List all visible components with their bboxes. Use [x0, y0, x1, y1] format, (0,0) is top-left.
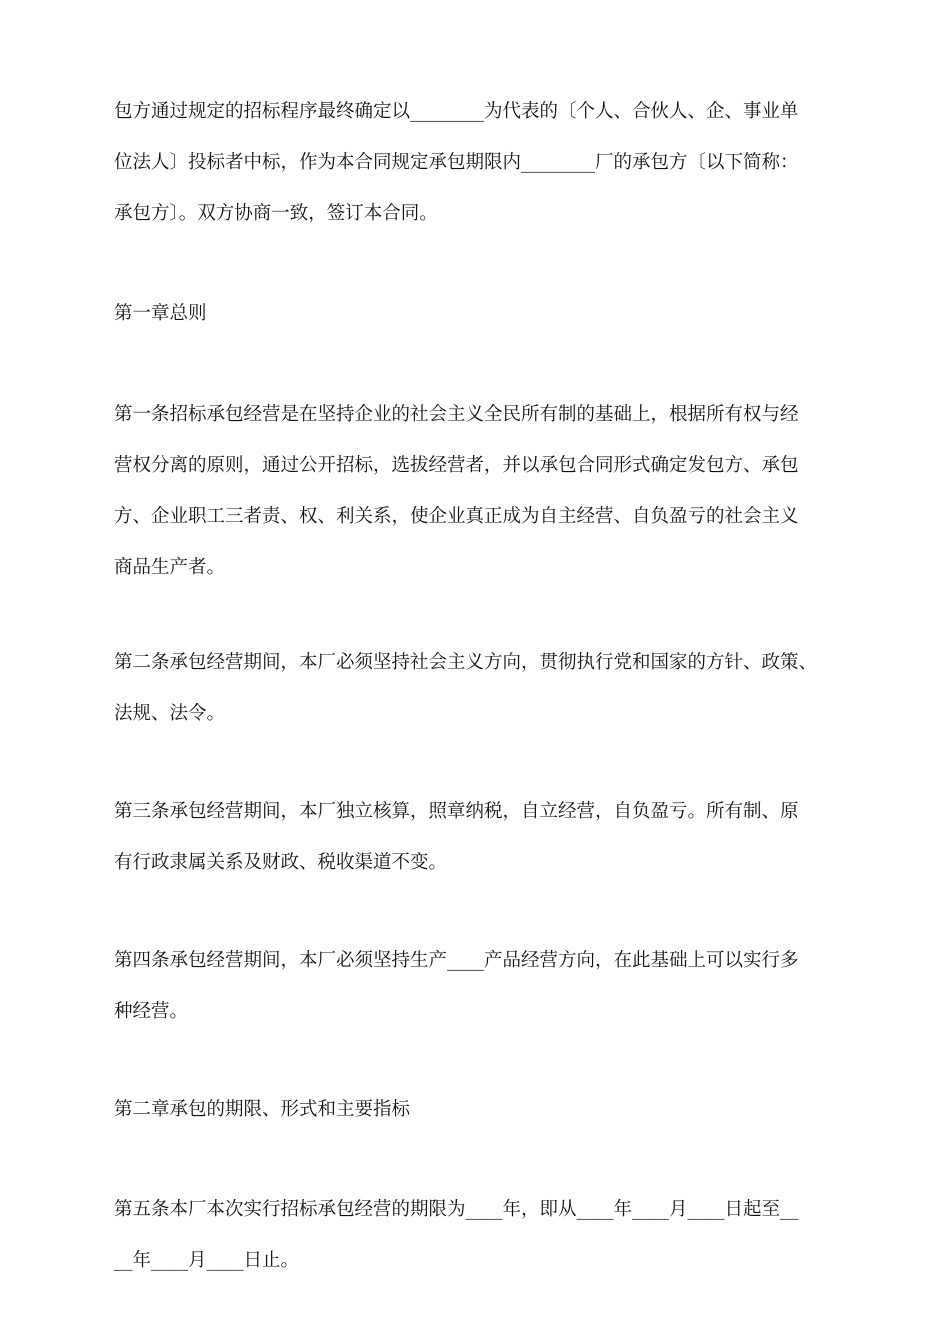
text-line: 第一条招标承包经营是在坚持企业的社会主义全民所有制的基础上，根据所有权与经 — [114, 404, 799, 425]
heading-text: 第二章承包的期限、形式和主要指标 — [114, 1099, 411, 1120]
chapter-2-heading — [114, 1084, 850, 1135]
text-line: 位法人〕投标者中标，作为本合同规定承包期限内________厂的承包方〔以下简称： — [114, 152, 799, 173]
text-line: 营权分离的原则，通过公开招标，选拔经营者，并以承包合同形式确定发包方、承包 — [114, 455, 799, 476]
article-3-paragraph — [114, 786, 850, 888]
text-line: 第三条承包经营期间，本厂独立核算，照章纳税，自立经营，自负盈亏。所有制、原 — [114, 801, 799, 822]
chapter-1-heading — [114, 288, 850, 339]
article-4-paragraph — [114, 935, 850, 1037]
intro-paragraph — [114, 86, 850, 239]
text-line: 第四条承包经营期间，本厂必须坚持生产____产品经营方向，在此基础上可以实行多 — [114, 950, 799, 971]
text-line: 方、企业职工三者责、权、利关系，使企业真正成为自主经营、自负盈亏的社会主义 — [114, 506, 799, 527]
heading-text: 第一章总则 — [114, 303, 207, 324]
text-line: 第二条承包经营期间，本厂必须坚持社会主义方向，贯彻执行党和国家的方针、政策、 — [114, 652, 818, 673]
article-5-paragraph — [114, 1184, 850, 1286]
text-line: __年____月____日止。 — [114, 1250, 300, 1271]
text-line: 有行政隶属关系及财政、税收渠道不变。 — [114, 852, 448, 873]
text-line: 第五条本厂本次实行招标承包经营的期限为____年，即从____年____月____日起至__ — [114, 1199, 799, 1220]
text-line: 商品生产者。 — [114, 557, 226, 578]
text-line: 种经营。 — [114, 1001, 189, 1022]
text-line: 法规、法令。 — [114, 703, 226, 724]
article-1-paragraph — [114, 389, 850, 593]
text-line: 包方通过规定的招标程序最终确定以________为代表的〔个人、合伙人、企、事业单 — [114, 101, 799, 122]
text-line: 承包方〕。双方协商一致，签订本合同。 — [114, 203, 438, 224]
article-2-paragraph — [114, 637, 850, 739]
